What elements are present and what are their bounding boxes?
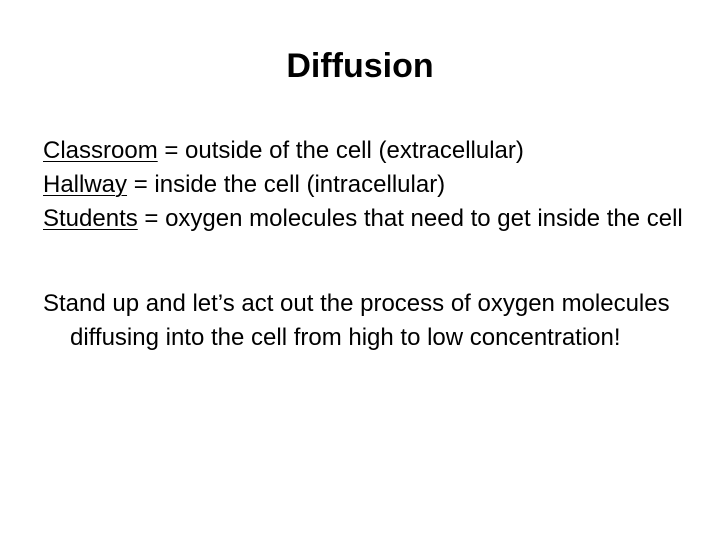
definition-classroom-text: = outside of the cell (extracellular) — [157, 137, 524, 164]
slide-title: Diffusion — [286, 47, 434, 85]
term-hallway: Hallway — [43, 171, 128, 198]
term-classroom: Classroom — [43, 137, 158, 164]
term-students: Students — [43, 205, 138, 232]
definition-hallway-text: = inside the cell (intracellular) — [127, 171, 446, 198]
definition-students — [43, 202, 693, 236]
definition-classroom — [43, 134, 693, 168]
definition-students-text: = oxygen molecules that need to get inside the cell — [137, 205, 683, 232]
slide-body — [43, 134, 693, 355]
definition-hallway — [43, 168, 693, 202]
instruction-text: Stand up and let’s act out the process of oxygen molecules diffusing into the cell from high to low concentration! — [43, 290, 670, 351]
